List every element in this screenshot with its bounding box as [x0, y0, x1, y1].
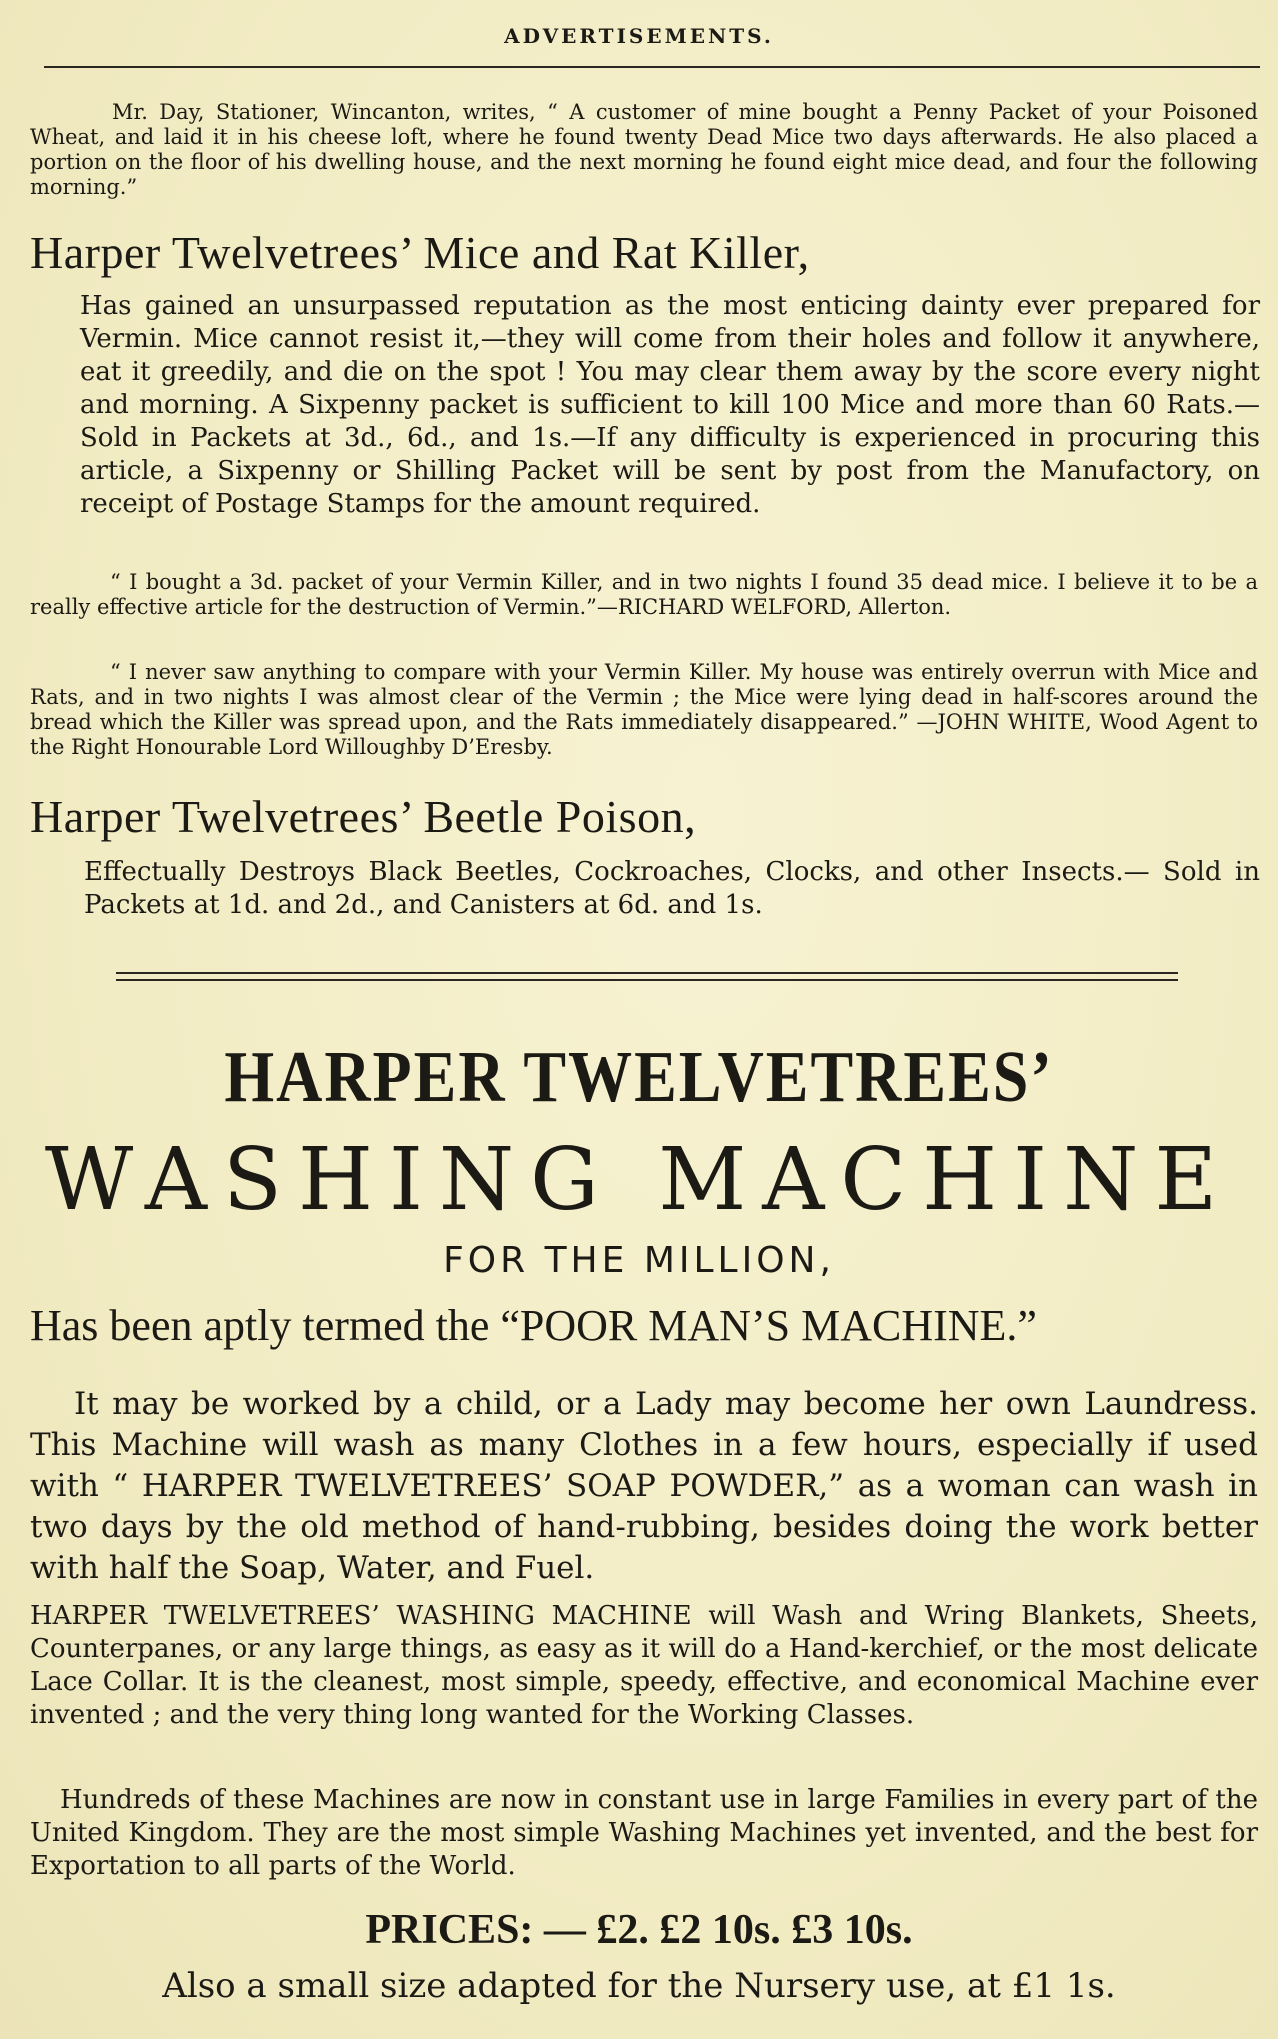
washing-machine-prices: PRICES: — £2. £2 10s. £3 10s. [365, 1907, 913, 1953]
page-header: ADVERTISEMENTS. [504, 24, 774, 48]
beetle-poison-body: Effectually Destroys Black Beetles, Cockroaches, Clocks, and other Insects.— Sold in Packets at 1d. and 2d., and Canisters at 6d. and 1s. [84, 857, 1260, 920]
washing-machine-brand: HARPER TWELVETREES’ [224, 1035, 1054, 1118]
washing-machine-para-2: HARPER TWELVETREES’ WASHING MACHINE will Wash and Wring Blankets, Sheets, Counterpanes, or any large things, as easy as it will do a Hand-kerchief, or the most delicate Lace Collar. It is the cleanest, most simple, speedy, effective, and economical Machine ever invented ; and the very thing long wanted for the Working Classes. [30, 1601, 1258, 1730]
testimonial-day: Mr. Day, Stationer, Wincanton, writes, “ A customer of mine bought a Penny Packet of your Poisoned Wheat, and laid it in his cheese loft, where he found twenty Dead Mice two days afterwards. He also placed a portion on the floor of his dwelling house, and the next morning he found eight mice dead, and four the following morning.” [30, 100, 1258, 199]
washing-machine-tagline: Has been aptly termed the “POOR MAN’S MACHINE.” [30, 1301, 1037, 1350]
quote-white: “ I never saw anything to compare with your Vermin Killer. My house was entirely overrun with Mice and Rats, and in two nights I was almost clear of the Vermin ; the Mice were lying dead in half-scores around the bread which the Killer was spread upon, and the Rats immediately disappeared.” —JOHN WHITE, Wood Agent to the Right Honourable Lord Willoughby D’Eresby. [30, 660, 1258, 759]
washing-machine-para-3: Hundreds of these Machines are now in constant use in large Families in every part of the United Kingdom. They are the most simple Washing Machines yet invented, and the best for Exportation to all parts of the World. [30, 1785, 1258, 1881]
header-rule [44, 66, 1260, 68]
washing-machine-subtitle: FOR THE MILLION, [443, 1240, 835, 1281]
section-divider [116, 972, 1178, 981]
washing-machine-para-1: It may be worked by a child, or a Lady may become her own Laundress. This Machine will wash as many Clothes in a few hours, especially if used with “ HARPER TWELVETREES’ SOAP POWDER,” as a woman can wash in two days by the old method of hand-rubbing, besides doing the work better with half the Soap, Water, and Fuel. [30, 1386, 1258, 1586]
quote-welford: “ I bought a 3d. packet of your Vermin Killer, and in two nights I found 35 dead mice. I believe it to be a really effective article for the destruction of Vermin.”—RICHARD WELFORD, Allerton. [30, 570, 1258, 619]
rat-killer-body: Has gained an unsurpassed reputation as the most enticing dainty ever prepared for Vermin. Mice cannot resist it,—they will come from their holes and follow it anywhere, eat it greedily, and die on the spot ! You may clear them away by the score every night and morning. A Sixpenny packet is sufficient to kill 100 Mice and more than 60 Rats.—Sold in Packets at 3d., 6d., and 1s.—If any difficulty is experienced in procuring this article, a Sixpenny or Shilling Packet will be sent by post from the Manufactory, on receipt of Postage Stamps for the amount required. [80, 291, 1260, 519]
washing-machine-nursery: Also a small size adapted for the Nursery use, at £1 1s. [162, 1966, 1116, 2006]
rat-killer-heading: Harper Twelvetrees’ Mice and Rat Killer, [30, 227, 810, 278]
washing-machine-title: WASHING MACHINE [44, 1130, 1234, 1230]
beetle-poison-heading: Harper Twelvetrees’ Beetle Poison, [30, 791, 697, 842]
